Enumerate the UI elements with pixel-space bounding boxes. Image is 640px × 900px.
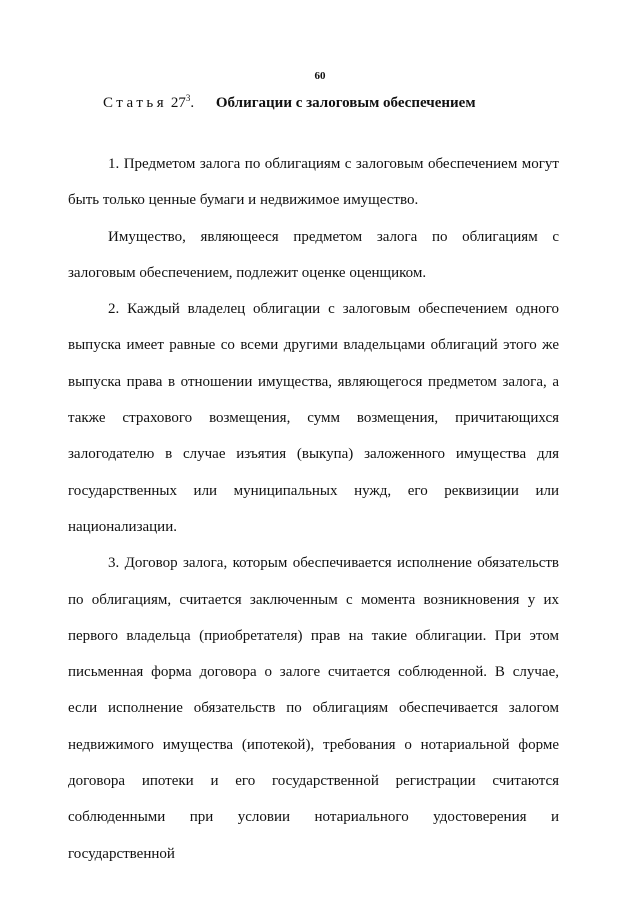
article-title: Облигации с залоговым обеспечением: [215, 95, 476, 111]
article-number-superscript: 3: [185, 93, 191, 103]
paragraph-4: 3. Договор залога, которым обеспечивается исполнение обязательств по облигациям, считается заключенным с момента возникновения у их первого владельца (приобретателя) прав на такие облигации. При этом письменная форма договора о залоге считается соблюденной. В случае, если исполнение обязательств по облигациям обеспечивается залогом недвижимого имущества (ипотекой), требования о нотариальной форме договора ипотеки и его государственной регистрации считаются соблюденными при условии нотариального удостоверения и государственной: [68, 555, 559, 862]
article-number-main: 27: [170, 95, 186, 111]
paragraph-3: 2. Каждый владелец облигации с залоговым обеспечением одного выпуска имеет равные со всеми другими владельцами облигаций этого же выпуска права в отношении имущества, являющегося предметом залога, а также страхового возмещения, сумм возмещения, причитающихся залогодателю в случае изъятия (выкупа) заложенного имущества для государственных или муниципальных нужд, его реквизиции или национализации.: [68, 301, 559, 535]
page-number: 60: [314, 70, 326, 82]
article-number: [171, 95, 194, 111]
article-body: [68, 146, 559, 872]
article-label: Статья: [103, 95, 168, 111]
paragraph-2: Имущество, являющееся предметом залога по облигациям с залоговым обеспечением, подлежит оценке оценщиком.: [68, 228, 559, 281]
article-number-dot: .: [190, 95, 195, 111]
paragraph-1: 1. Предметом залога по облигациям с залоговым обеспечением могут быть только ценные бумаги и недвижимое имущество.: [68, 156, 559, 209]
article-heading: [103, 93, 476, 112]
